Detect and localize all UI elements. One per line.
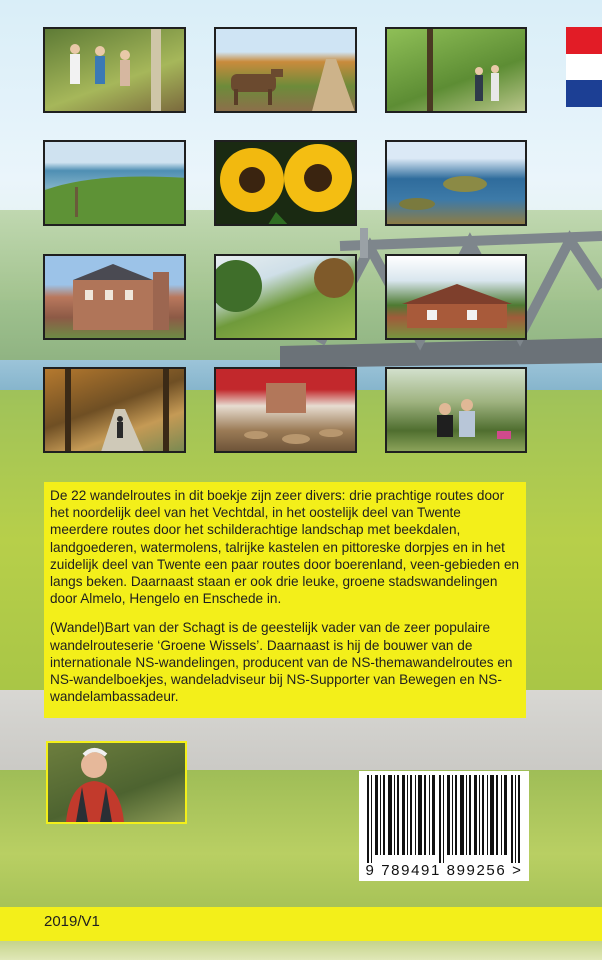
description-paragraph-1: De 22 wandelroutes in dit boekje zijn zeer divers: drie prachtige routes door het noordelijk deel van het Vechtdal, in het oostelijk deel van Twente meerdere routes door het schilderachtige landschap met beekdalen, landgoederen, watermolens, talrijke kastelen en pittoreske dorpjes en in het zuidelijk deel van Twente een paar routes door boerenland, veen-gebieden en langs beken. Daarnaast staan er ook drie leuke, groene stadswandelingen door Almelo, Hengelo en Enschede in. bbox=[50, 488, 520, 607]
photo-horse-field bbox=[214, 27, 357, 113]
picnic-couple-icon bbox=[387, 369, 527, 453]
description-panel bbox=[44, 482, 526, 718]
photo-autumn-lane bbox=[43, 367, 186, 453]
author-photo bbox=[46, 741, 187, 824]
photo-picnic-couple bbox=[385, 367, 527, 453]
castle-icon bbox=[45, 256, 186, 340]
photo-terrace-square bbox=[214, 367, 357, 453]
dutch-flag-icon bbox=[566, 27, 602, 107]
description-paragraph-2: (Wandel)Bart van der Schagt is de geestelijk vader van de zeer populaire wandelrouteserie ‘Groene Wissels’. Daarnaast is hij de bouwer van de internationale NS-wandelingen, producent van de NS-themawandelroutes en NS-wandelboekjes, wandeladviseur bij NS-Supporter van Bewegen en NS-wandelambassadeur. bbox=[50, 620, 513, 705]
isbn-number: 9 789491 899256 > bbox=[365, 862, 523, 879]
farmhouse-icon bbox=[387, 256, 527, 340]
photo-meadow-trees bbox=[214, 254, 357, 340]
author-portrait-icon bbox=[48, 743, 185, 822]
photo-hikers-forest bbox=[43, 27, 186, 113]
photo-river-landscape bbox=[43, 140, 186, 226]
photo-walkers-woods bbox=[385, 27, 527, 113]
horse-field-icon bbox=[216, 29, 357, 113]
terrace-square-icon bbox=[216, 369, 357, 453]
bottom-edge bbox=[0, 941, 602, 960]
river-landscape-icon bbox=[45, 142, 186, 226]
photo-moor-pond bbox=[385, 140, 527, 226]
sunflowers-icon bbox=[216, 142, 357, 226]
autumn-lane-icon bbox=[45, 369, 186, 453]
isbn-barcode bbox=[359, 771, 529, 881]
photo-sunflowers bbox=[214, 140, 357, 226]
footer-stripe bbox=[0, 907, 602, 941]
moor-pond-icon bbox=[387, 142, 527, 226]
walkers-woods-icon bbox=[387, 29, 527, 113]
hikers-forest-icon bbox=[45, 29, 186, 113]
photo-farmhouse bbox=[385, 254, 527, 340]
barcode-bars-icon bbox=[367, 775, 521, 863]
photo-castle bbox=[43, 254, 186, 340]
edition-version: 2019/V1 bbox=[44, 913, 100, 930]
meadow-trees-icon bbox=[216, 256, 357, 340]
